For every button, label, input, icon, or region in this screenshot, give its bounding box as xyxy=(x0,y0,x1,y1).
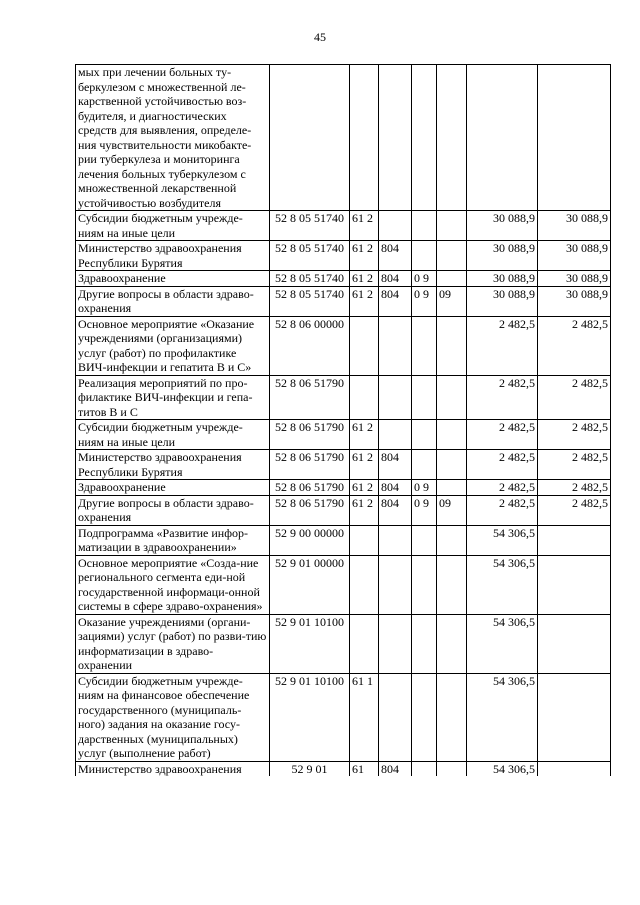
table-row xyxy=(76,271,611,287)
target-article-code: 52 9 01 10100 xyxy=(270,614,350,673)
target-article-code: 52 8 06 51790 xyxy=(270,450,350,480)
section-code xyxy=(412,555,437,614)
subsection-code xyxy=(437,555,467,614)
row-name: Другие вопросы в области здраво-охранения xyxy=(76,286,270,316)
target-article-code: 52 9 01 00000 xyxy=(270,555,350,614)
expense-type-code: 61 2 xyxy=(350,420,379,450)
amount-year-1: 54 306,5 xyxy=(467,614,538,673)
row-name: Подпрограмма «Развитие инфор-матизации в здравоохранении» xyxy=(76,525,270,555)
section-code xyxy=(412,761,437,776)
ministry-code: 804 xyxy=(379,480,412,496)
row-name: Субсидии бюджетным учрежде-ниям на иные цели xyxy=(76,211,270,241)
expense-type-code xyxy=(350,65,379,211)
ministry-code: 804 xyxy=(379,271,412,287)
target-article-code: 52 8 06 51790 xyxy=(270,420,350,450)
table-row xyxy=(76,286,611,316)
amount-year-1: 2 482,5 xyxy=(467,495,538,525)
amount-year-2: 30 088,9 xyxy=(538,211,611,241)
table-row xyxy=(76,761,611,776)
amount-year-2 xyxy=(538,614,611,673)
expense-type-code xyxy=(350,316,379,375)
amount-year-1: 2 482,5 xyxy=(467,450,538,480)
table-row xyxy=(76,614,611,673)
ministry-code: 804 xyxy=(379,450,412,480)
table-row xyxy=(76,420,611,450)
table-row xyxy=(76,65,611,211)
section-code: 0 9 xyxy=(412,495,437,525)
row-name: Реализация мероприятий по про-филактике ВИЧ-инфекции и гепа-титов В и С xyxy=(76,375,270,420)
target-article-code: 52 9 01 xyxy=(270,761,350,776)
amount-year-2: 30 088,9 xyxy=(538,286,611,316)
table-row xyxy=(76,241,611,271)
subsection-code xyxy=(437,420,467,450)
row-name: Министерство здравоохранения Республики Бурятия xyxy=(76,241,270,271)
ministry-code xyxy=(379,420,412,450)
target-article-code: 52 8 05 51740 xyxy=(270,241,350,271)
amount-year-2 xyxy=(538,555,611,614)
expense-type-code xyxy=(350,614,379,673)
amount-year-2 xyxy=(538,525,611,555)
expense-type-code: 61 2 xyxy=(350,480,379,496)
amount-year-2 xyxy=(538,673,611,761)
section-code: 0 9 xyxy=(412,271,437,287)
target-article-code: 52 8 05 51740 xyxy=(270,286,350,316)
subsection-code xyxy=(437,211,467,241)
expense-type-code: 61 2 xyxy=(350,271,379,287)
target-article-code: 52 8 05 51740 xyxy=(270,211,350,241)
ministry-code xyxy=(379,375,412,420)
ministry-code xyxy=(379,525,412,555)
amount-year-2: 30 088,9 xyxy=(538,241,611,271)
amount-year-2: 2 482,5 xyxy=(538,495,611,525)
amount-year-1: 54 306,5 xyxy=(467,555,538,614)
section-code xyxy=(412,375,437,420)
section-code xyxy=(412,211,437,241)
subsection-code xyxy=(437,614,467,673)
amount-year-1: 54 306,5 xyxy=(467,525,538,555)
amount-year-1: 30 088,9 xyxy=(467,286,538,316)
section-code: 0 9 xyxy=(412,286,437,316)
table-row xyxy=(76,480,611,496)
expense-type-code xyxy=(350,555,379,614)
amount-year-1: 30 088,9 xyxy=(467,211,538,241)
table-row xyxy=(76,555,611,614)
target-article-code: 52 8 05 51740 xyxy=(270,271,350,287)
table-row xyxy=(76,450,611,480)
subsection-code xyxy=(437,316,467,375)
ministry-code xyxy=(379,614,412,673)
amount-year-2: 2 482,5 xyxy=(538,480,611,496)
budget-table xyxy=(75,64,611,776)
section-code xyxy=(412,316,437,375)
subsection-code xyxy=(437,450,467,480)
table-row xyxy=(76,525,611,555)
target-article-code xyxy=(270,65,350,211)
expense-type-code: 61 2 xyxy=(350,211,379,241)
ministry-code: 804 xyxy=(379,241,412,271)
row-name: Другие вопросы в области здраво-охранения xyxy=(76,495,270,525)
subsection-code xyxy=(437,65,467,211)
row-name: Основное мероприятие «Оказание учреждениями (организациями) услуг (работ) по профилактике ВИЧ-инфекции и гепатита В и С» xyxy=(76,316,270,375)
expense-type-code xyxy=(350,375,379,420)
ministry-code xyxy=(379,673,412,761)
expense-type-code: 61 1 xyxy=(350,673,379,761)
amount-year-2: 2 482,5 xyxy=(538,450,611,480)
expense-type-code: 61 xyxy=(350,761,379,776)
ministry-code: 804 xyxy=(379,761,412,776)
subsection-code xyxy=(437,241,467,271)
ministry-code xyxy=(379,316,412,375)
subsection-code xyxy=(437,761,467,776)
amount-year-2 xyxy=(538,761,611,776)
row-name: мых при лечении больных ту-беркулезом с множественной ле-карственной устойчивостью воз-будителя, и диагностических средств для выявления, определе-ния чувствительности микобакте-рии туберкулеза и мониторинга лечения больных туберкулезом с множественной лекарственной устойчивостью возбудителя xyxy=(76,65,270,211)
section-code xyxy=(412,525,437,555)
ministry-code xyxy=(379,211,412,241)
ministry-code: 804 xyxy=(379,286,412,316)
expense-type-code: 61 2 xyxy=(350,286,379,316)
row-name: Субсидии бюджетным учрежде-ниям на финансовое обеспечение государственного (муниципаль-ного) задания на оказание госу-дарственных (муниципальных) услуг (выполнение работ) xyxy=(76,673,270,761)
subsection-code xyxy=(437,271,467,287)
amount-year-1: 2 482,5 xyxy=(467,316,538,375)
amount-year-1: 2 482,5 xyxy=(467,420,538,450)
amount-year-2: 2 482,5 xyxy=(538,420,611,450)
section-code xyxy=(412,614,437,673)
amount-year-1 xyxy=(467,65,538,211)
row-name: Здравоохранение xyxy=(76,271,270,287)
amount-year-2: 2 482,5 xyxy=(538,316,611,375)
section-code xyxy=(412,241,437,271)
target-article-code: 52 8 06 51790 xyxy=(270,375,350,420)
target-article-code: 52 8 06 51790 xyxy=(270,480,350,496)
expense-type-code: 61 2 xyxy=(350,450,379,480)
section-code: 0 9 xyxy=(412,480,437,496)
target-article-code: 52 9 01 10100 xyxy=(270,673,350,761)
expense-type-code xyxy=(350,525,379,555)
row-name: Министерство здравоохранения xyxy=(76,761,270,776)
section-code xyxy=(412,420,437,450)
amount-year-1: 30 088,9 xyxy=(467,241,538,271)
ministry-code xyxy=(379,65,412,211)
amount-year-1: 2 482,5 xyxy=(467,375,538,420)
row-name: Министерство здравоохранения Республики Бурятия xyxy=(76,450,270,480)
amount-year-2 xyxy=(538,65,611,211)
amount-year-1: 2 482,5 xyxy=(467,480,538,496)
expense-type-code: 61 2 xyxy=(350,241,379,271)
amount-year-1: 54 306,5 xyxy=(467,673,538,761)
subsection-code: 09 xyxy=(437,286,467,316)
amount-year-1: 54 306,5 xyxy=(467,761,538,776)
section-code xyxy=(412,673,437,761)
section-code xyxy=(412,450,437,480)
ministry-code: 804 xyxy=(379,495,412,525)
amount-year-2: 2 482,5 xyxy=(538,375,611,420)
target-article-code: 52 9 00 00000 xyxy=(270,525,350,555)
row-name: Оказание учреждениями (органи-зациями) услуг (работ) по разви-тию информатизации в здраво-охранении xyxy=(76,614,270,673)
subsection-code xyxy=(437,525,467,555)
target-article-code: 52 8 06 51790 xyxy=(270,495,350,525)
table-row xyxy=(76,316,611,375)
amount-year-2: 30 088,9 xyxy=(538,271,611,287)
ministry-code xyxy=(379,555,412,614)
amount-year-1: 30 088,9 xyxy=(467,271,538,287)
subsection-code xyxy=(437,673,467,761)
subsection-code xyxy=(437,375,467,420)
row-name: Здравоохранение xyxy=(76,480,270,496)
table-row xyxy=(76,673,611,761)
page-number: 45 xyxy=(314,30,326,44)
table-row xyxy=(76,211,611,241)
row-name: Субсидии бюджетным учрежде-ниям на иные цели xyxy=(76,420,270,450)
table-row xyxy=(76,495,611,525)
target-article-code: 52 8 06 00000 xyxy=(270,316,350,375)
table-row xyxy=(76,375,611,420)
subsection-code: 09 xyxy=(437,495,467,525)
expense-type-code: 61 2 xyxy=(350,495,379,525)
section-code xyxy=(412,65,437,211)
subsection-code xyxy=(437,480,467,496)
row-name: Основное мероприятие «Созда-ние регионального сегмента еди-ной государственной информаци-онной системы в сфере здраво-охранения» xyxy=(76,555,270,614)
